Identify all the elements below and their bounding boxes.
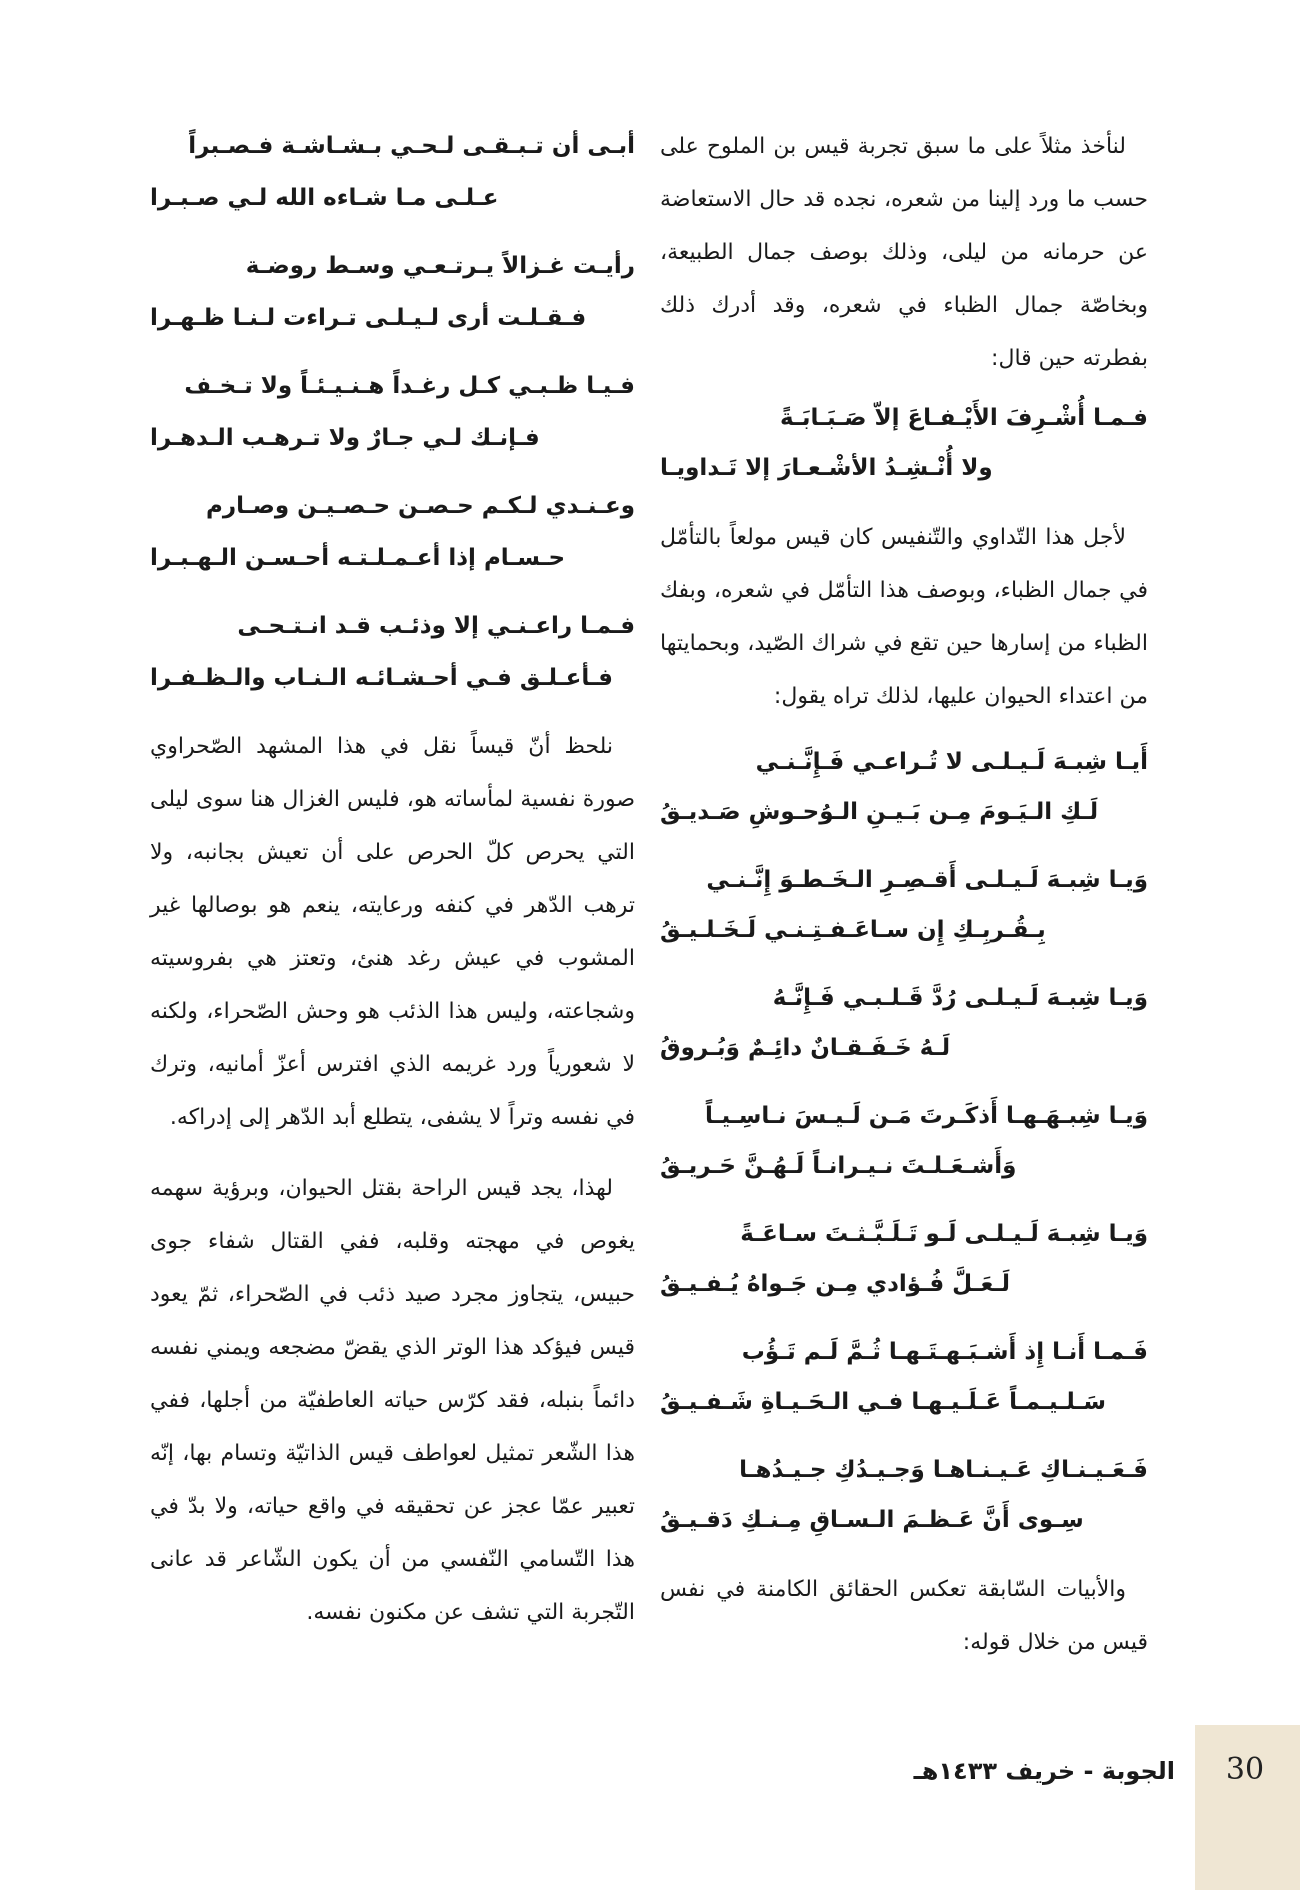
left-column (150, 120, 635, 1657)
couplet (660, 393, 1148, 493)
first-hemistich: فـيـا ظـبـي كـل رغـداً هـنـيـئـاً ولا تـخـف (184, 373, 635, 399)
first-hemistich: أبـى أن تـبـقـى لـحـي بـشـاشـة فـصـبراً (188, 133, 635, 159)
second-hemistich: فـإنـك لـي جـارٌ ولا تـرهـب الـدهـرا (150, 425, 540, 451)
page-number-tab (1195, 1725, 1300, 1890)
second-hemistich: لَـكِ الـيَـومَ مِـن بَـيـنِ الـوُحـوشِ صَـديـقُ (660, 799, 1099, 825)
first-hemistich: وَيـا شِبـهَ لَـيـلـى رُدَّ قَـلـبـي فَـإِنَّـهُ (772, 985, 1148, 1011)
page-number: 30 (1225, 1752, 1265, 1787)
couplet (660, 855, 1148, 955)
first-hemistich: فَـمـا أَنـا إِذ أَشـبَـهـتَـهـا ثُـمَّ لَـم تَـؤُب (741, 1339, 1148, 1365)
second-hemistich: لَـهُ خَـفَـقـانٌ دائِـمٌ وَبُـروقُ (660, 1035, 951, 1061)
second-hemistich: بِـقُـربِـكِ إِن سـاعَـفـتِـنـي لَـخَـلـيـقُ (660, 917, 1046, 943)
first-hemistich: رأيـت غـزالاً يـرتـعـي وسـط روضـة (245, 253, 635, 279)
couplet (660, 973, 1148, 1073)
closing-paragraph: والأبيات السّابقة تعكس الحقائق الكامنة في نفس قيس من خلال قوله: (660, 1577, 1148, 1655)
first-hemistich: فـمـا راعـنـي إلا وذئـب قـد انـتـحـى (237, 613, 635, 639)
first-hemistich: فَـعَـيـنـاكِ عَـيـنـاهـا وَجـيـدُكِ جـيـدُهـا (739, 1457, 1148, 1483)
first-hemistich: وعـنـدي لـكـم حـصـن حـصـيـن وصـارم (206, 493, 635, 519)
intro-paragraph: لنأخذ مثلاً على ما سبق تجربة قيس بن الملوح على حسب ما ورد إلينا من شعره، نجده قد حال الاستعاضة عن حرمانه من ليلى، وذلك بوصف جمال الطبيعة، وبخاصّة جمال الظباء في شعره، وقد أدرك ذلك بفطرته حين قال: (660, 134, 1148, 371)
couplet (660, 1091, 1148, 1191)
body-paragraph: لهذا، يجد قيس الراحة بقتل الحيوان، وبرؤية سهمه يغوص في مهجته وقلبه، ففي القتال شفاء جوى حبيس، يتجاوز مجرد صيد ذئب في الصّحراء، ثمّ يعود قيس فيؤكد هذا الوتر الذي يقضّ مضجعه ويمني نفسه دائماً بنبله، فقد كرّس حياته العاطفيّة من أجلها، ففي هذا الشّعر تمثيل لعواطف قيس الذاتيّة وتسام بها، إنّه تعبير عمّا عجز عن تحقيقه في واقع حياته، ولا بدّ في هذا التّسامي النّفسي من أن يكون الشّاعر قد عانى التّجربة التي تشف عن مكنون نفسه. (150, 1176, 635, 1625)
couplet (660, 1327, 1148, 1427)
second-hemistich: عـلـى مـا شـاءه الله لـي صـبـرا (150, 185, 499, 211)
second-hemistich: وَأَشـعَـلـتَ نـيـرانـاً لَـهُـنَّ حَـريـقُ (660, 1153, 1017, 1179)
first-hemistich: أَيـا شِبـهَ لَـيـلـى لا تُـراعـي فَـإِنَّـنـي (755, 749, 1148, 775)
couplet (660, 1445, 1148, 1545)
body-paragraph: لأجل هذا التّداوي والتّنفيس كان قيس مولعاً بالتأمّل في جمال الظباء، وبوصف هذا التأمّل في شعره، وبفك الظباء من إسارها حين تقع في شراك الصّيد، وبحمايتها من اعتداء الحيوان عليها، لذلك تراه يقول: (660, 525, 1148, 709)
running-head: الجوبة - خريف ١٤٣٣هـ (913, 1757, 1175, 1785)
first-hemistich: وَيـا شِبـهَـهـا أَذكَـرتَ مَـن لَـيـسَ نـاسِـيـاً (705, 1103, 1148, 1129)
body-paragraph: نلحظ أنّ قيساً نقل في هذا المشهد الصّحراوي صورة نفسية لمأساته هو، فليس الغزال هنا سوى ليلى التي يحرص كلّ الحرص على أن تعيش بجانبه، ولا ترهب الدّهر في كنفه ورعايته، ينعم هو بوصالها غير المشوب في عيش رغد هنئ، وتعتز هي بفروسيته وشجاعته، وليس هذا الذئب هو وحش الصّحراء، ولكنه لا شعورياً ورد غريمه الذي افترس أعزّ أمانيه، وترك في نفسه وتراً لا يشفى، يتطلع أبد الدّهر إلى إدراكه. (150, 734, 635, 1130)
couplet (660, 737, 1148, 837)
right-column (660, 120, 1148, 1669)
couplet (150, 240, 635, 344)
second-hemistich: لَـعَـلَّ فُـؤادي مِـن جَـواهُ يُـفـيـقُ (660, 1271, 1011, 1297)
second-hemistich: فـأعـلـق فـي أحـشـائـه الـنـاب والـظـفـرا (150, 665, 613, 691)
first-hemistich: وَيـا شِبـهَ لَـيـلـى أَقـصِـرِ الـخَـطـوَ إِنَّـنـي (706, 867, 1148, 893)
couplet (150, 120, 635, 224)
second-hemistich: سَـلـيـمـاً عَـلَـيـهـا فـي الـحَـيـاةِ شَـفـيـقُ (660, 1389, 1107, 1415)
couplet (150, 360, 635, 464)
poem-1 (660, 393, 1148, 493)
first-hemistich: وَيـا شِبـهَ لَـيـلـى لَـو تَـلَـبَّـثـتَ سـاعَـةً (740, 1221, 1148, 1247)
couplet (660, 1209, 1148, 1309)
poem-2 (660, 737, 1148, 1545)
first-hemistich: فـمـا أُشْـرِفَ الأَيْـفـاعَ إلاّ صَـبَـابَـةً (780, 405, 1148, 431)
second-hemistich: فـقـلـت أرى لـيـلـى تـراءت لـنـا ظـهـرا (150, 305, 587, 331)
couplet (150, 600, 635, 704)
poem-3 (150, 120, 635, 704)
couplet (150, 480, 635, 584)
second-hemistich: سِـوى أَنَّ عَـظـمَ الـسـاقِ مِـنـكِ دَقـيـقُ (660, 1507, 1084, 1533)
second-hemistich: ولا أُنْـشِـدُ الأشْـعـارَ إلا تَـداويـا (660, 455, 993, 481)
second-hemistich: حـسـام إذا أعـمـلـتـه أحـسـن الـهـبـرا (150, 545, 566, 571)
